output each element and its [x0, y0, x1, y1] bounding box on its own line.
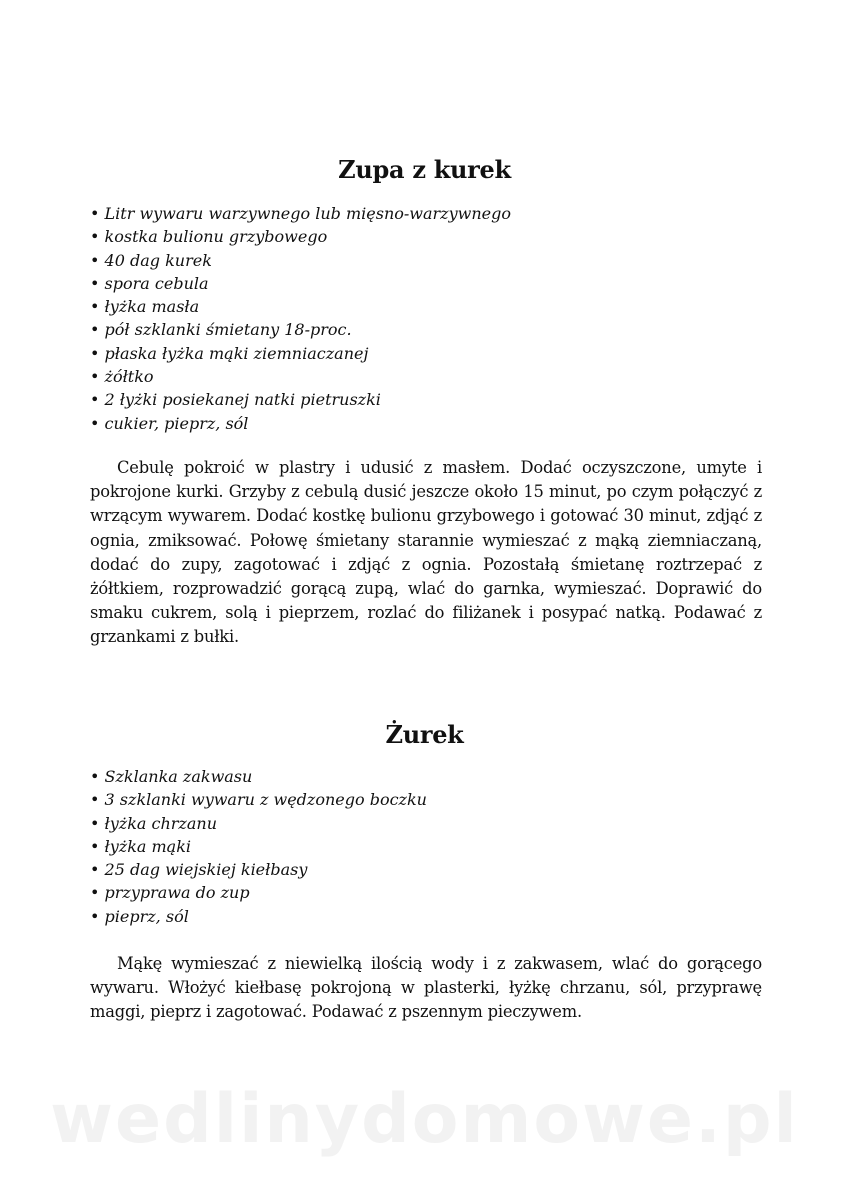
- ingredient-item: • spora cebula: [90, 272, 511, 295]
- recipe-title: Zupa z kurek: [338, 155, 511, 184]
- ingredient-list: [90, 202, 511, 435]
- method-paragraph: Cebulę pokroić w plastry i udusić z masłem. Dodać oczyszczone, umyte i pokrojone kurki. Grzyby z cebulą dusić jeszcze około 15 minut, po czym połączyć z wrzącym wywarem. Dodać kostkę bulionu grzybowego i gotować 30 minut, zdjąć z ognia, zmiksować. Połowę śmietany starannie wymieszać z mąką ziemniaczaną, dodać do zupy, zagotować i zdjąć z ognia. Pozostałą śmietanę roztrzepać z żółtkiem, rozprowadzić gorącą zupą, wlać do garnka, wymieszać. Doprawić do smaku cukrem, solą i pieprzem, rozlać do filiżanek i posypać natką. Podawać z grzankami z bułki.: [90, 458, 762, 647]
- recipe-title: Żurek: [385, 720, 464, 749]
- ingredient-item: • pół szklanki śmietany 18-proc.: [90, 318, 511, 341]
- ingredient-item: • łyżka mąki: [90, 835, 427, 858]
- ingredient-item: • przyprawa do zup: [90, 881, 427, 904]
- ingredient-item: • kostka bulionu grzybowego: [90, 225, 511, 248]
- ingredient-item: • płaska łyżka mąki ziemniaczanej: [90, 342, 511, 365]
- ingredient-item: • łyżka masła: [90, 295, 511, 318]
- ingredient-item: • pieprz, sól: [90, 905, 427, 928]
- ingredient-list: [90, 765, 427, 928]
- ingredient-item: • Litr wywaru warzywnego lub mięsno-warzywnego: [90, 202, 511, 225]
- ingredient-item: • 2 łyżki posiekanej natki pietruszki: [90, 388, 511, 411]
- ingredient-item: • 40 dag kurek: [90, 249, 511, 272]
- ingredient-item: • 3 szklanki wywaru z wędzonego boczku: [90, 788, 427, 811]
- ingredient-item: • Szklanka zakwasu: [90, 765, 427, 788]
- ingredient-item: • łyżka chrzanu: [90, 812, 427, 835]
- watermark: wedlinydomowe.pl: [50, 1080, 799, 1159]
- method-paragraph: Mąkę wymieszać z niewielką ilością wody i z zakwasem, wlać do gorącego wywaru. Włożyć kiełbasę pokrojoną w plasterki, łyżkę chrzanu, sól, przyprawę maggi, pieprz i zagotować. Podawać z pszennym pieczywem.: [90, 954, 762, 1022]
- ingredient-item: • 25 dag wiejskiej kiełbasy: [90, 858, 427, 881]
- ingredient-item: • cukier, pieprz, sól: [90, 412, 511, 435]
- ingredient-item: • żółtko: [90, 365, 511, 388]
